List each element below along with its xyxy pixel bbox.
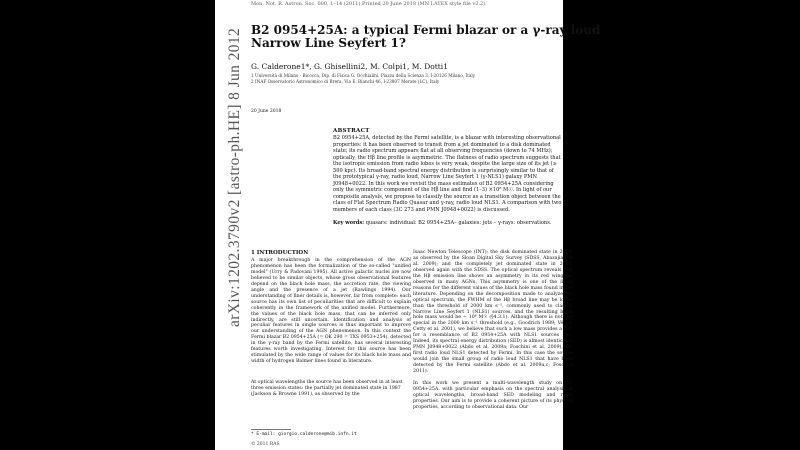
copyright: © 2011 RAS bbox=[251, 442, 280, 447]
affiliation-1: 1 Università di Milano - Bicocca, Dip. di Fisica G. Occhialini, Piazza della Scienza 3, I-20126 Milano, Italy bbox=[251, 73, 476, 78]
title-line-1: B2 0954+25A: a typical Fermi blazar or a γ-ray loud bbox=[251, 23, 601, 37]
journal-header: Mon. Not. R. Astron. Soc. 000, 1–14 (2011) Printed 20 June 2018 (MN LATEX style file v2.2) bbox=[251, 1, 486, 7]
keywords-label: Key words: bbox=[333, 220, 365, 226]
column-1-text: A major breakthrough in the comprehension of the AGN phenomenon has been the formalization of the so-called "unified model" (Urry & Padovani 1995). All active galactic nuclei are now believed to be similar objects, whose gross observational features depend on the black hole mass, the accretion rate, the viewing angle and the presence of a jet (Rawlings 1994). Our understanding of finer details is, however, far from complete: each source has its own list of peculiarities that are difficult to explain coherently in the framework of the unified model. Furthermore, the values of the black hole mass, that can be inferred only indirectly, are still uncertain. Identification and analysis of peculiar features in single sources is thus important to improve our understanding of the AGN phenomenon. In this context the Fermi blazar B2 0954+25A (= OK 290 = TXS 0953+254), detected in the γ-ray band by the Fermi satellite, has several interesting features worth investigating. Interest for this source has been stimulated by the wide range of values for its black hole mass and width of hydrogen Balmer lines found in literature. bbox=[251, 258, 411, 365]
column-1-paragraph-2: At optical wavelengths the source has been observed in at least three emission states: the partially jet dominated state in 1987 (Jackson & Browne 1991), as observed by the bbox=[251, 380, 403, 397]
title-line-2: Narrow Line Seyfert 1? bbox=[251, 36, 406, 50]
keywords bbox=[333, 220, 551, 226]
arxiv-stamp: arXiv:1202.3790v2 [astro-ph.HE] 8 Jun 2012 bbox=[226, 27, 243, 327]
keywords-text: quasars: individual: B2 0954+25A– galaxies: jets – γ-rays: observations. bbox=[365, 220, 552, 226]
abstract-text: B2 0954+25A, detected by the Fermi satellite, is a blazar with interesting observational properties: it has been observed to transit from a jet dominated to a disk dominated state; its radio spectrum appears flat at all observing frequencies (down to 74 MHz); optically, the Hβ line profile is asymmetric. The flatness of radio spectrum suggests that the isotropic emission from radio lobes is very weak, despite the large size of its jet (≳ 500 kpc). Its broad-band spectral energy distribution is surprisingly similar to that of the prototypical γ-ray, radio loud, Narrow Line Seyfert 1 (γ-NLS1) galaxy PMN J0948+0022. In this work we revisit the mass estimates of B2 0954+25A considering only the symmetric component of the Hβ line and find (1–3) ×10⁸ M☉. In light of our composite analysis, we propose to classify the source as a transition object between the class of Flat Spectrum Radio Quasar and γ-ray, radio loud NLS1. A comparison with two members of each class (3C 273 and PMN J0948+0022) is discussed. bbox=[333, 135, 562, 213]
authors: G. Calderone1*, G. Ghisellini2, M. Colpi1, M. Dotti1 bbox=[251, 62, 448, 71]
column-2-text: Isaac Newton Telescope (INT); the disk dominated state in 2004, as observed by the Sloan Digital Sky Survey (SDSS, Abazajian et al. 2009); and the completely jet dominated state in 2006, observed again with the SDSS. The optical spectrum reveals that the Hβ emission line shows an asymmetry in its red wing, as observed in many AGNs. This asymmetry is one of the likely reasons for the different values of the black hole mass found in the literature. Depending on the decomposition made to analyze the optical spectrum, the FWHM of the Hβ broad line may be lower than the threshold of 2000 km s⁻¹, commonly used to classify Narrow Line Seyfert 1 (NLS1) sources, and the resulting black hole mass would be ∼ 10⁸ M☉ (§4.3.1). Although there is nothing special in the 2000 km s⁻¹ threshold (e.g., Goodrich 1989; Véron-Cetty et al. 2001), we believe that such a low mass provides a hint for a resemblance of B2 0954+25A with NLS1 sources (§6). Indeed, its spectral energy distribution (SED) is almost identical to PMN J0948+0022 (Abdo et al. 2009a; Foschini et al. 2009), the first radio loud NLS1 detected by Fermi. In this case the source would join the small group of radio loud NLS1 that have been detected by the Fermi satellite (Abdo et al. 2009a,c; Foschini 2011). In this work we present a multi-wavelength study on B2 0954+25A, with particular emphasis on the spectral analysis at optical wavelengths, broad-band SED modeling and radio properties. Our aim is to provide a coherent picture of its physical properties, according to observational data. Our bbox=[413, 250, 573, 410]
section-heading: 1 INTRODUCTION bbox=[251, 250, 309, 256]
date: 20 June 2018 bbox=[251, 109, 282, 114]
paper-title bbox=[251, 24, 600, 50]
affiliation-2: 2 INAF Osservatorio Astronomico di Brera, Via E. Bianchi 46, I-23807 Merate (LC), Italy bbox=[251, 79, 440, 84]
footnote-rule bbox=[251, 429, 291, 430]
paper-page bbox=[215, 0, 601, 450]
abstract-heading: ABSTRACT bbox=[333, 128, 370, 134]
footnote-email: * E-mail: giorgio.calderone@mib.infn.it bbox=[251, 432, 357, 437]
